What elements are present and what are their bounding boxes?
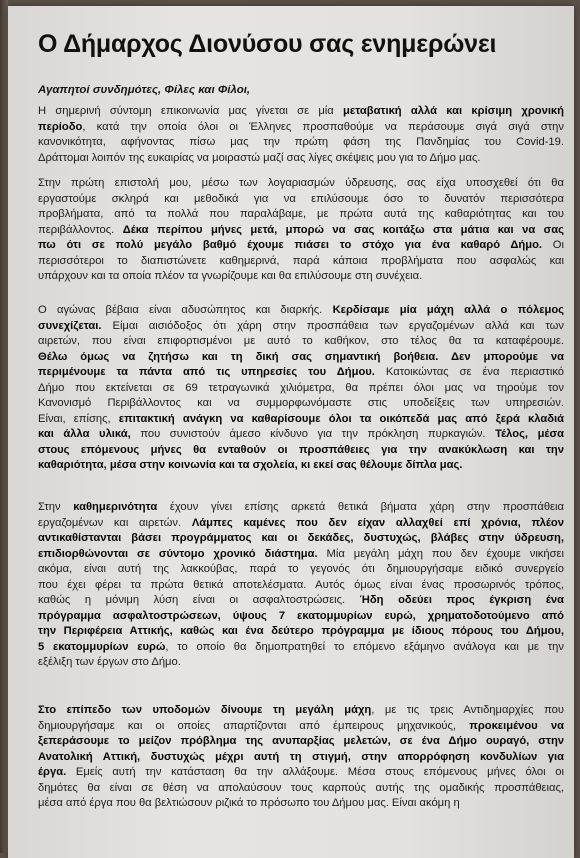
body-text: Είναι, επίσης, xyxy=(38,412,119,425)
paragraph-line xyxy=(38,151,564,167)
paragraph-line xyxy=(38,412,564,428)
paragraph-line xyxy=(38,765,564,781)
paragraph-line xyxy=(38,703,564,719)
paragraph-line xyxy=(38,135,564,151)
letter-greeting: Αγαπητοί συνδημότες, Φίλες και Φίλοι, xyxy=(38,84,251,96)
paragraph-line xyxy=(38,269,564,285)
paragraph-line xyxy=(38,319,564,335)
paragraph-line xyxy=(38,547,564,563)
bold-text: την Περιφέρεια Αττικής, καθώς και ένα δεύτερο πρόγραμμα με ίδιους πόρους του Δήμου, xyxy=(38,625,564,637)
body-text: καθώς η μόνιμη λύση είναι οι ασφαλτοστρώσεις. xyxy=(38,594,360,606)
paragraph-line xyxy=(38,207,564,223)
letter-title: Ο Δήμαρχος Διονύσου σας ενημερώνει xyxy=(38,30,497,58)
body-text: δημότες θα είναι σε θέση να απολαύσουν τους καρπούς αυτής της ομαδικής προσπάθειας, xyxy=(38,781,564,794)
paragraph-3 xyxy=(38,303,564,474)
paragraph-line xyxy=(38,500,564,516)
body-text: , με τις τρεις Αντιδημαρχίες που xyxy=(371,704,564,716)
paragraph-line xyxy=(38,254,564,270)
paragraph-line xyxy=(38,120,564,136)
body-text: Κανονισμό Περιβάλλοντος και να συμμορφωνόμαστε στις υποδείξεις των υπηρεσιών. xyxy=(38,397,564,409)
paragraph-2 xyxy=(38,176,564,285)
bold-text: περιμένουμε τα πάντα από τις υπηρεσίες του Δήμου. xyxy=(38,366,375,378)
bold-text: μεταβατική αλλά και κρίσιμη χρονική xyxy=(343,105,564,117)
bold-text: Στο επίπεδο των υποδομών δίνουμε τη μεγάλη μάχη xyxy=(38,704,372,716)
body-text: Οι xyxy=(542,239,564,251)
paragraph-line xyxy=(38,593,564,609)
body-text: Δήμο που εκτείνεται σε 69 τετραγωνικά χιλιόμετρα, θα πρέπει όλοι μας να τηρούμε τον xyxy=(38,381,564,394)
body-text: αιρετών, που είναι επιφορτισμένοι με αυτό το καθήκον, στο τέλος θα τα καταφέρουμε. xyxy=(38,335,564,347)
paragraph-line xyxy=(38,562,564,578)
paragraph-line xyxy=(38,350,564,366)
letter-sheet xyxy=(8,6,574,858)
bold-text: Λάμπες καμένες που δεν είχαν αλλαχθεί επί χρόνια, πλέον xyxy=(191,516,564,529)
bold-text: έργα. xyxy=(38,766,67,778)
paragraph-line xyxy=(38,516,564,532)
paragraph-line xyxy=(38,734,564,750)
body-text: εργαστούμε σκληρά και μεθοδικά για να επιλύσουμε όσο το δυνατόν περισσότερα xyxy=(38,192,564,205)
body-text: εξέλιξη των έργων στο Δήμο. xyxy=(38,656,181,668)
paragraph-line xyxy=(38,192,564,208)
bold-text: στους επόμενους μήνες θα ενταθούν οι προσπάθειες για την ανακύκλωση και την xyxy=(38,443,564,456)
paragraph-line xyxy=(38,443,564,459)
body-text: Στην πρώτη επιστολή μου, μέσω των λογαριασμών ύδρευσης, σας είχα υποσχεθεί ότι θα xyxy=(38,177,564,189)
body-text: Η σημερινή σύντομη επικοινωνία μας γίνεται σε μία xyxy=(38,105,344,117)
body-text: περισσότεροι το διαπιστώνετε καθημερινά, παρά κάποια προβλήματα που ασφαλώς και xyxy=(38,254,564,267)
body-text: που συνιστούν άμεσο κίνδυνο για την πρόκληση πυρκαγιών. xyxy=(130,428,496,440)
body-text: , το οποίο θα δημοπρατηθεί το επόμενο εξάμηνο ανάλογα και με την xyxy=(165,640,564,653)
body-text: Κατοικώντας σε ένα περιαστικό xyxy=(374,366,564,378)
bold-text: Τέλος, μέσα xyxy=(495,428,564,440)
bold-text: αντικαθίστανται βάσει προγράμματος και οι δεκάδες, δυστυχώς, βλάβες στην ύδρευση, xyxy=(38,532,564,544)
body-text: Εμείς αυτή την κατάσταση θα την αλλάξουμε. Μέσα στους επόμενους μήνες όλοι οι xyxy=(66,766,564,778)
paragraph-line xyxy=(38,458,564,474)
bold-text: επιδιορθώνονται σε σύντομο χρονικό διάστημα. xyxy=(38,547,318,560)
paragraph-line xyxy=(38,781,564,797)
paragraph-line xyxy=(38,640,564,656)
paragraph-line xyxy=(38,176,564,192)
paragraph-line xyxy=(38,609,564,625)
body-text: , κατά την οποία όλοι οι Έλληνες προσπαθούμε να περάσουμε σιγά σιγά στην xyxy=(82,120,564,133)
paragraph-line xyxy=(38,578,564,594)
bold-text: συνεχίζεται. xyxy=(38,319,102,332)
body-text: έχουν γίνει επίσης αρκετά θετικά βήματα χάρη στην προσπάθεια xyxy=(157,501,564,513)
bold-text: και άλλα υλικά, xyxy=(38,428,131,440)
bold-text: Ανατολική Αττική, δυστυχώς μέχρι αυτή τη στιγμή, στην απορρόφηση κονδυλίων για xyxy=(38,750,564,763)
paragraph-5 xyxy=(38,703,564,812)
body-text: δημιουργήσαμε και οι οποίες απαρτίζονται από έμπειρους μηχανικούς, xyxy=(38,719,470,732)
body-text: Στην xyxy=(38,501,74,513)
paragraph-1 xyxy=(38,104,564,166)
body-text: Ο αγώνας βέβαια είναι αδυσώπητος και διαρκής. xyxy=(38,304,333,316)
body-text: Μία μεγάλη μάχη που δεν έχουμε νικήσει xyxy=(317,547,564,560)
body-text: εργαζομένων και αιρετών. xyxy=(38,516,192,529)
paragraph-line xyxy=(38,303,564,319)
paragraph-line xyxy=(38,796,564,812)
bold-text: καθαριότητα, μέσα στην κοινωνία και τα σχολεία, κι εκεί σας θέλουμε δίπλα μας. xyxy=(38,459,463,471)
paragraph-line xyxy=(38,719,564,735)
bold-text: Δέκα περίπου μήνες μετά, μπορώ να σας κοιτάξω στα μάτια και να σας xyxy=(122,223,564,236)
body-text: προβλήματα, από τα πολλά που παραλάβαμε, με πρώτα αυτά της καθαριότητας και του xyxy=(38,208,564,220)
bold-text: επιτακτική ανάγκη να καθαρίσουμε όλοι τα οικόπεδά μας από ξερά κλαδιά xyxy=(118,412,564,425)
paragraph-line xyxy=(38,624,564,640)
body-text: που έχει φέρει τα πρώτα θετικά αποτελέσματα. Αυτός όμως είναι ένας προσωρινός τρόπος, xyxy=(38,578,564,591)
body-text: μέσα από έργα που θα βελτιώσουν ριζικά το πρόσωπο του Δήμου μας. Είναι ακόμη η xyxy=(38,797,460,809)
bold-text: προκειμένου να xyxy=(469,719,564,732)
paragraph-line xyxy=(38,750,564,766)
bold-text: 5 εκατομμυρίων ευρώ xyxy=(38,640,166,653)
paragraph-line xyxy=(38,365,564,381)
paragraph-line xyxy=(38,334,564,350)
bold-text: Κερδίσαμε μία μάχη αλλά ο πόλεμος xyxy=(332,304,564,316)
bold-text: καθημερινότητα xyxy=(73,501,158,513)
bold-text: ξεπεράσουμε το μείζον πρόβλημα της ανυπαρξίας μελετών, σε ένα Δήμο ουραγό, στην xyxy=(38,735,564,747)
body-text: κανονικότητα, αφήνοντας πίσω μας την πρώτη φάση της Πανδημίας του Covid-19. xyxy=(38,136,564,148)
body-text: περιβάλλοντος. xyxy=(38,223,123,236)
body-text: Δράττομαι λοιπόν της ευκαιρίας να μοιραστώ μαζί σας λίγες σκέψεις μου για το Δήμο μας. xyxy=(38,151,481,164)
paragraph-line xyxy=(38,531,564,547)
body-text: υπάρχουν και τα οποία πλέον τα γνωρίζουμε και θα επιλύσουμε στη συνέχεια. xyxy=(38,270,423,282)
paragraph-line xyxy=(38,238,564,254)
paragraph-line xyxy=(38,381,564,397)
photo-background xyxy=(0,0,8,853)
paragraph-line xyxy=(38,427,564,443)
body-text: Είμαι αισιόδοξος ότι χάρη στην προσπάθεια των εργαζομένων αλλά και των xyxy=(101,319,564,332)
bold-text: Θέλω όμως να ζητήσω και τη δική σας σημαντική βοήθεια. Δεν μπορούμε να xyxy=(38,350,564,363)
bold-text: Ήδη οδεύει προς έγκριση ένα xyxy=(359,594,564,606)
body-text: ακόμα, είναι αυτή της λακκούβας, παρά το γεγονός ότι δημιουργήσαμε ειδικό συνεργείο xyxy=(38,563,564,575)
paragraph-line xyxy=(38,655,564,671)
paragraph-line xyxy=(38,104,564,120)
bold-text: πω ότι σε πολύ μεγάλο βαθμό έχουμε πιάσει το στόχο για ένα καθαρό Δήμο. xyxy=(38,239,543,251)
paragraph-line xyxy=(38,396,564,412)
bold-text: πρόγραμμα ασφαλτοστρώσεων, ύψους 7 εκατομμυρίων ευρώ, χρηματοδοτούμενο από xyxy=(38,609,564,622)
paragraph-4 xyxy=(38,500,564,671)
paragraph-line xyxy=(38,223,564,239)
bold-text: περίοδο xyxy=(38,120,83,133)
